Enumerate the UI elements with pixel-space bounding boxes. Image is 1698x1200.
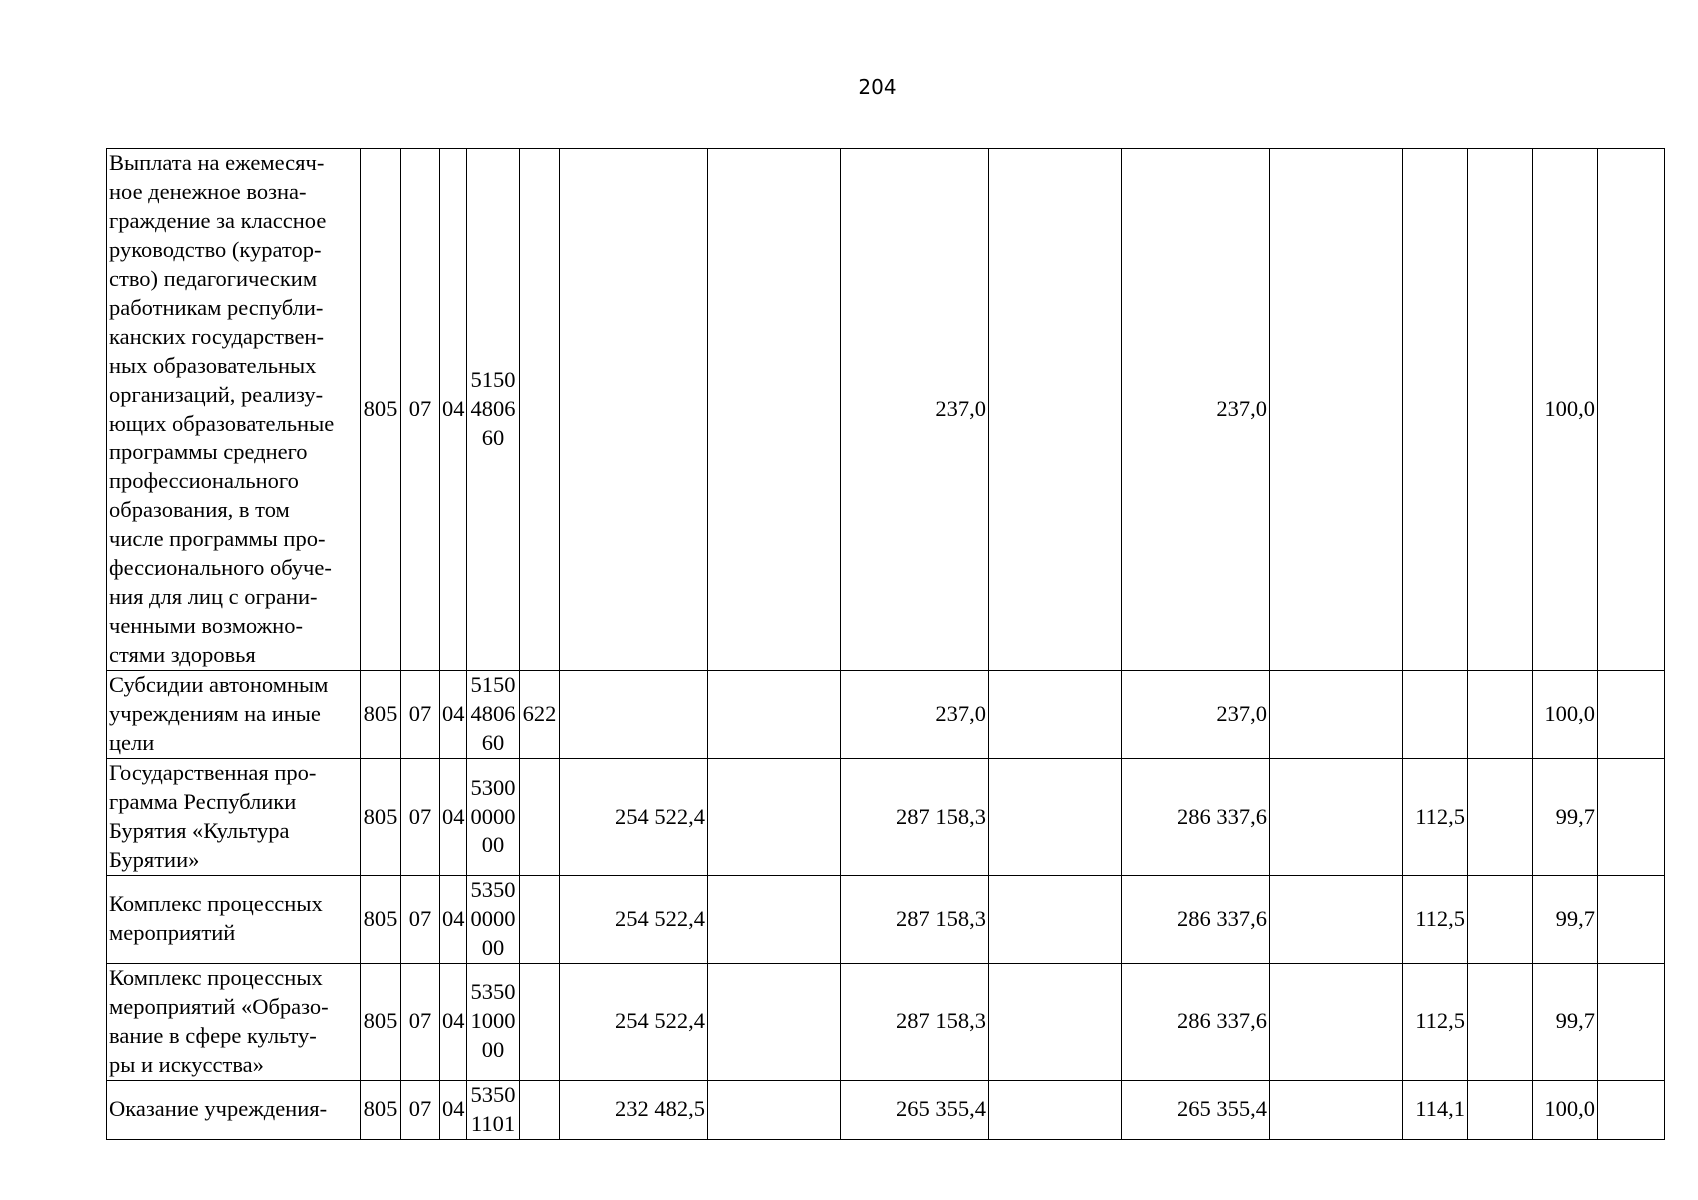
row-col15: [1598, 1080, 1665, 1139]
row-col15: [1598, 149, 1665, 671]
row-gr-code: 805: [361, 759, 401, 876]
row-gr-code: 805: [361, 876, 401, 964]
row-col11: [1270, 671, 1403, 759]
row-subsection-code: 04: [440, 759, 467, 876]
row-approved: 254 522,4: [560, 876, 708, 964]
row-col13: [1468, 1080, 1533, 1139]
row-gr-code: 805: [361, 1080, 401, 1139]
row-expense-type: [520, 149, 560, 671]
row-col15: [1598, 963, 1665, 1080]
row-approved: 254 522,4: [560, 963, 708, 1080]
page-number: 204: [858, 75, 897, 99]
table-row: [107, 671, 1665, 759]
row-name: Выплата на ежемесяч- ное денежное возна- граждение за классное руководство (куратор- ство) педагогическим работникам республи- канских государствен- ных образовательных организаций, реализу- ющих образовательные программы среднего профессионального образования, в том числе программы про- фессионального обуче- ния для лиц с ограни- ченными возможно- стями здоровья: [107, 149, 361, 671]
row-col9: [989, 1080, 1122, 1139]
row-col7: [708, 876, 841, 964]
row-col15: [1598, 876, 1665, 964]
row-approved: [560, 149, 708, 671]
row-pct-specified: 99,7: [1533, 963, 1598, 1080]
row-gr-code: 805: [361, 671, 401, 759]
row-col13: [1468, 149, 1533, 671]
row-col11: [1270, 759, 1403, 876]
row-pct-specified: 99,7: [1533, 876, 1598, 964]
row-section-code: 07: [401, 759, 440, 876]
row-target-code: 5150 4806 60: [467, 149, 520, 671]
row-specified: 265 355,4: [841, 1080, 989, 1139]
row-subsection-code: 04: [440, 149, 467, 671]
row-col7: [708, 1080, 841, 1139]
row-name: Комплекс процессных мероприятий «Образо- вание в сфере культу- ры и искусства»: [107, 963, 361, 1080]
row-col9: [989, 671, 1122, 759]
row-executed: 286 337,6: [1122, 876, 1270, 964]
row-expense-type: [520, 759, 560, 876]
row-section-code: 07: [401, 876, 440, 964]
row-gr-code: 805: [361, 149, 401, 671]
row-col15: [1598, 671, 1665, 759]
row-executed: 265 355,4: [1122, 1080, 1270, 1139]
row-executed: 237,0: [1122, 671, 1270, 759]
row-specified: 237,0: [841, 149, 989, 671]
row-name: Оказание учреждения-: [107, 1080, 361, 1139]
row-approved: 254 522,4: [560, 759, 708, 876]
row-approved: [560, 671, 708, 759]
row-target-code: 5350 0000 00: [467, 876, 520, 964]
row-specified: 287 158,3: [841, 759, 989, 876]
row-col9: [989, 876, 1122, 964]
row-subsection-code: 04: [440, 876, 467, 964]
row-specified: 237,0: [841, 671, 989, 759]
row-pct-approved: 114,1: [1403, 1080, 1468, 1139]
row-pct-approved: 112,5: [1403, 759, 1468, 876]
row-col9: [989, 149, 1122, 671]
row-approved: 232 482,5: [560, 1080, 708, 1139]
row-section-code: 07: [401, 671, 440, 759]
row-col7: [708, 963, 841, 1080]
row-col9: [989, 759, 1122, 876]
row-col7: [708, 149, 841, 671]
table-row: [107, 759, 1665, 876]
row-section-code: 07: [401, 963, 440, 1080]
row-target-code: 5350 1000 00: [467, 963, 520, 1080]
row-executed: 286 337,6: [1122, 963, 1270, 1080]
row-col13: [1468, 876, 1533, 964]
row-col11: [1270, 963, 1403, 1080]
row-target-code: 5350 1101: [467, 1080, 520, 1139]
row-col15: [1598, 759, 1665, 876]
row-section-code: 07: [401, 149, 440, 671]
row-col13: [1468, 963, 1533, 1080]
row-col9: [989, 963, 1122, 1080]
row-name: Государственная про- грамма Республики Бурятия «Культура Бурятии»: [107, 759, 361, 876]
row-target-code: 5300 0000 00: [467, 759, 520, 876]
row-col13: [1468, 759, 1533, 876]
row-gr-code: 805: [361, 963, 401, 1080]
row-col11: [1270, 876, 1403, 964]
table-row: [107, 876, 1665, 964]
row-expense-type: [520, 963, 560, 1080]
row-pct-approved: 112,5: [1403, 963, 1468, 1080]
row-subsection-code: 04: [440, 671, 467, 759]
table-row: [107, 149, 1665, 671]
row-pct-approved: 112,5: [1403, 876, 1468, 964]
row-pct-approved: [1403, 671, 1468, 759]
row-expense-type: 622: [520, 671, 560, 759]
row-expense-type: [520, 876, 560, 964]
row-name: Комплекс процессных мероприятий: [107, 876, 361, 964]
row-executed: 237,0: [1122, 149, 1270, 671]
row-pct-approved: [1403, 149, 1468, 671]
row-pct-specified: 100,0: [1533, 149, 1598, 671]
row-pct-specified: 100,0: [1533, 1080, 1598, 1139]
row-pct-specified: 99,7: [1533, 759, 1598, 876]
row-col11: [1270, 149, 1403, 671]
table-row: [107, 963, 1665, 1080]
row-col7: [708, 759, 841, 876]
row-target-code: 5150 4806 60: [467, 671, 520, 759]
row-col13: [1468, 671, 1533, 759]
table-row: [107, 1080, 1665, 1139]
row-executed: 286 337,6: [1122, 759, 1270, 876]
row-col7: [708, 671, 841, 759]
row-specified: 287 158,3: [841, 963, 989, 1080]
row-pct-specified: 100,0: [1533, 671, 1598, 759]
row-specified: 287 158,3: [841, 876, 989, 964]
row-name: Субсидии автономным учреждениям на иные цели: [107, 671, 361, 759]
row-subsection-code: 04: [440, 1080, 467, 1139]
budget-table: [106, 148, 1665, 1140]
row-expense-type: [520, 1080, 560, 1139]
row-col11: [1270, 1080, 1403, 1139]
row-subsection-code: 04: [440, 963, 467, 1080]
row-section-code: 07: [401, 1080, 440, 1139]
